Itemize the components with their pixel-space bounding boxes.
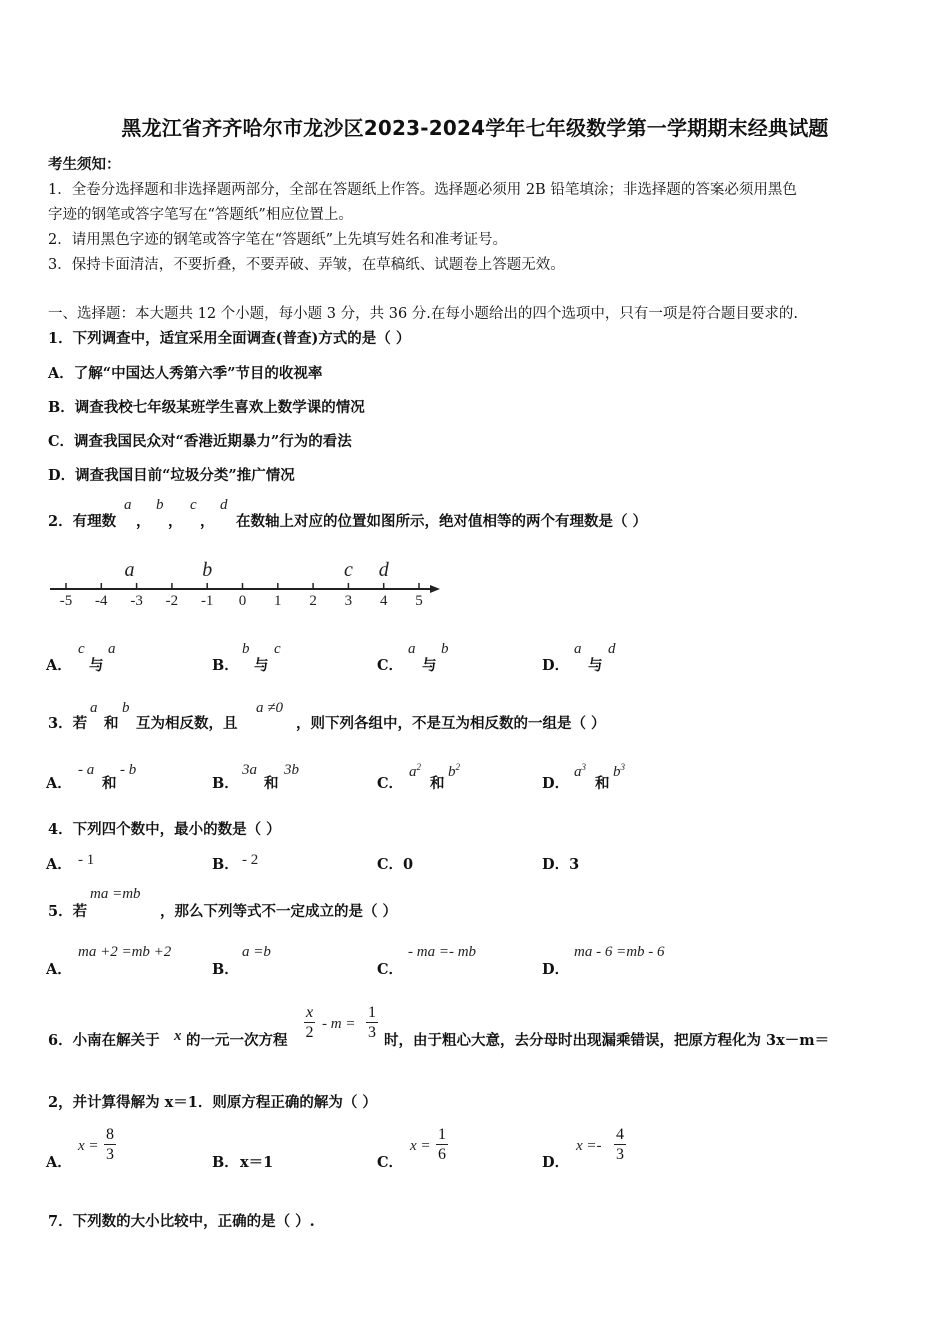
q3-c-he: 和 — [430, 775, 445, 792]
q6-eq-mid: - m = — [322, 1016, 356, 1032]
q5-option-d: ma - 6 =mb - 6 — [574, 944, 665, 960]
q2-option-d-label: D． — [542, 657, 570, 674]
q2-b1: b — [242, 641, 250, 657]
q4-option-b-label: B． — [212, 856, 239, 873]
tick-label: 2 — [309, 593, 317, 609]
q2-a-yu: 与 — [89, 657, 104, 674]
tick-label: 0 — [238, 593, 247, 609]
q5-option-a-label: A． — [46, 961, 72, 978]
q3-a2: - b — [120, 762, 137, 778]
q6-option-a-fraction: $\frac{8}{3}$ — [106, 1126, 114, 1163]
q5-option-d-label: D． — [542, 961, 570, 978]
q2-option-b-label: B． — [212, 657, 239, 674]
q5-option-b: a =b — [242, 944, 271, 960]
q2-var-a: a — [124, 497, 132, 513]
q2-c2: b — [441, 641, 449, 657]
q3-option-d-label: D． — [542, 775, 570, 792]
q6-option-b: x＝1 — [240, 1154, 274, 1171]
q2-c-yu: 与 — [422, 657, 437, 674]
q5-pre: 5．若 — [48, 903, 88, 920]
tick-label: 3 — [344, 593, 353, 609]
notice-line-1b: 字迹的钢笔或答字笔写在“答题纸”相应位置上。 — [48, 207, 353, 223]
q3-var-b: b — [122, 700, 130, 716]
q2-d1: a — [574, 641, 582, 657]
q3-mid: 互为相反数，且 — [136, 715, 238, 732]
notice-line-1a: 1．全卷分选择题和非选择题两部分，全部在答题纸上作答。选择题必须用 2B 铅笔填涂；非选择题的答案必须用黑色 — [48, 182, 797, 198]
number-line-arrow — [430, 585, 440, 593]
number-line — [44, 556, 448, 612]
q3-post: ，则下列各组中，不是互为相反数的一组是（ ） — [296, 715, 606, 732]
q5-post: ，那么下列等式不一定成立的是（ ） — [160, 903, 398, 920]
notice-heading: 考生须知： — [48, 156, 121, 173]
notice-line-2: 2．请用黑色字迹的钢笔或答字笔在“答题纸”上先填写姓名和准考证号。 — [48, 232, 508, 248]
q2-c1: a — [408, 641, 416, 657]
q6-var-x: x — [174, 1028, 182, 1044]
q3-option-a-label: A． — [46, 775, 72, 792]
q2-d-yu: 与 — [588, 657, 603, 674]
q4-option-c: C．0 — [377, 856, 414, 873]
q2-var-b: b — [156, 497, 164, 513]
point-label-b: b — [202, 559, 213, 581]
q6-post: 时，由于粗心大意，去分母时出现漏乘错误，把原方程化为 3x－m＝ — [384, 1032, 830, 1049]
q6-option-c-fraction: $\frac{1}{6}$ — [438, 1126, 446, 1163]
q6-pre: 6．小南在解关于 — [48, 1032, 160, 1049]
section-1-heading: 一、选择题：本大题共 12 个小题，每小题 3 分，共 36 分.在每小题给出的四个选项中，只有一项是符合题目要求的. — [48, 306, 798, 322]
q3-a-he: 和 — [102, 775, 117, 792]
q5-option-c: - ma =- mb — [408, 944, 477, 960]
q3-b-he: 和 — [264, 775, 279, 792]
q2-var-c: c — [190, 497, 197, 513]
q5-option-c-label: C． — [377, 961, 404, 978]
q6-option-d-pre: x =- — [576, 1138, 602, 1154]
point-label-d: d — [378, 559, 389, 581]
q3-a1: - a — [78, 762, 95, 778]
tick-label: -2 — [165, 593, 179, 609]
q5-option-a: ma +2 =mb +2 — [78, 944, 172, 960]
q6-option-c-label: C． — [377, 1154, 404, 1171]
q6-option-b-label: B． — [212, 1154, 239, 1171]
q2-var-d: d — [220, 497, 228, 513]
q2-comma-3: ， — [200, 513, 215, 530]
q1-option-a: A．了解“中国达人秀第六季”节目的收视率 — [48, 365, 323, 382]
tick-label: 1 — [274, 593, 282, 609]
q2-comma-1: ， — [136, 513, 151, 530]
q2-comma-2: ， — [168, 513, 183, 530]
q3-d1: $a^3$ — [574, 762, 586, 780]
q3-he: 和 — [104, 715, 119, 732]
tick-label: 4 — [379, 593, 388, 609]
q5-option-b-label: B． — [212, 961, 239, 978]
q6-eq-right-fraction: $\frac{1}{3}$ — [368, 1004, 376, 1041]
q2-a2: a — [108, 641, 116, 657]
tick-label: 5 — [415, 593, 423, 609]
q1-option-b: B．调查我校七年级某班学生喜欢上数学课的情况 — [48, 399, 365, 416]
q6-line2: 2，并计算得解为 x＝1．则原方程正确的解为（ ） — [48, 1094, 377, 1111]
q2-b-yu: 与 — [254, 657, 269, 674]
q2-a1: c — [78, 641, 85, 657]
q4-option-d: D．3 — [542, 856, 580, 873]
q3-b2: 3b — [284, 762, 299, 778]
q6-option-c-pre: x = — [410, 1138, 431, 1154]
q3-var-a: a — [90, 700, 98, 716]
q4-option-a-value: - 1 — [78, 852, 95, 868]
q2-b2: c — [274, 641, 281, 657]
q1-option-d: D．调查我国目前“垃圾分类”推广情况 — [48, 467, 295, 484]
q6-mid: 的一元一次方程 — [186, 1032, 288, 1049]
point-label-a: a — [124, 559, 135, 581]
notice-line-3: 3．保持卡面清洁，不要折叠，不要弄破、弄皱，在草稿纸、试题卷上答题无效。 — [48, 257, 565, 273]
tick-label: -4 — [95, 593, 108, 609]
q6-option-d-fraction: $\frac{4}{3}$ — [616, 1126, 624, 1163]
q3-c2: $b^2$ — [448, 762, 460, 780]
q3-d-he: 和 — [595, 775, 610, 792]
q3-condition: a ≠0 — [256, 700, 283, 716]
tick-label: -3 — [130, 593, 143, 609]
q3-c1: $a^2$ — [409, 762, 421, 780]
q1-option-c: C．调查我国民众对“香港近期暴力”行为的看法 — [48, 433, 352, 450]
q3-pre: 3．若 — [48, 715, 88, 732]
q2-d2: d — [608, 641, 616, 657]
q2-option-a-label: A． — [46, 657, 72, 674]
q2-pre: 2．有理数 — [48, 513, 117, 530]
page-title: 黑龙江省齐齐哈尔市龙沙区2023-2024学年七年级数学第一学期期末经典试题 — [121, 116, 829, 140]
q3-option-c-label: C． — [377, 775, 404, 792]
q4-option-a-label: A． — [46, 856, 72, 873]
q6-option-d-label: D． — [542, 1154, 570, 1171]
q3-option-b-label: B． — [212, 775, 239, 792]
q3-d2: $b^3$ — [613, 762, 625, 780]
q6-option-a-label: A． — [46, 1154, 72, 1171]
q1-stem: 1．下列调查中，适宜采用全面调查(普查)方式的是（ ） — [48, 330, 411, 347]
q6-option-a-pre: x = — [78, 1138, 99, 1154]
q4-option-b-value: - 2 — [242, 852, 259, 868]
q3-b1: 3a — [242, 762, 257, 778]
q5-condition: ma =mb — [90, 886, 141, 902]
tick-label: -5 — [59, 593, 73, 609]
tick-label: -1 — [200, 593, 214, 609]
point-label-c: c — [343, 559, 353, 581]
q2-option-c-label: C． — [377, 657, 404, 674]
q4-stem: 4．下列四个数中，最小的数是（ ） — [48, 821, 281, 838]
q2-post: 在数轴上对应的位置如图所示，绝对值相等的两个有理数是（ ） — [236, 513, 648, 530]
q6-eq-left-fraction: $\frac{x}{2}$ — [305, 1004, 314, 1041]
q7-stem: 7．下列数的大小比较中，正确的是（ ）. — [48, 1213, 315, 1230]
